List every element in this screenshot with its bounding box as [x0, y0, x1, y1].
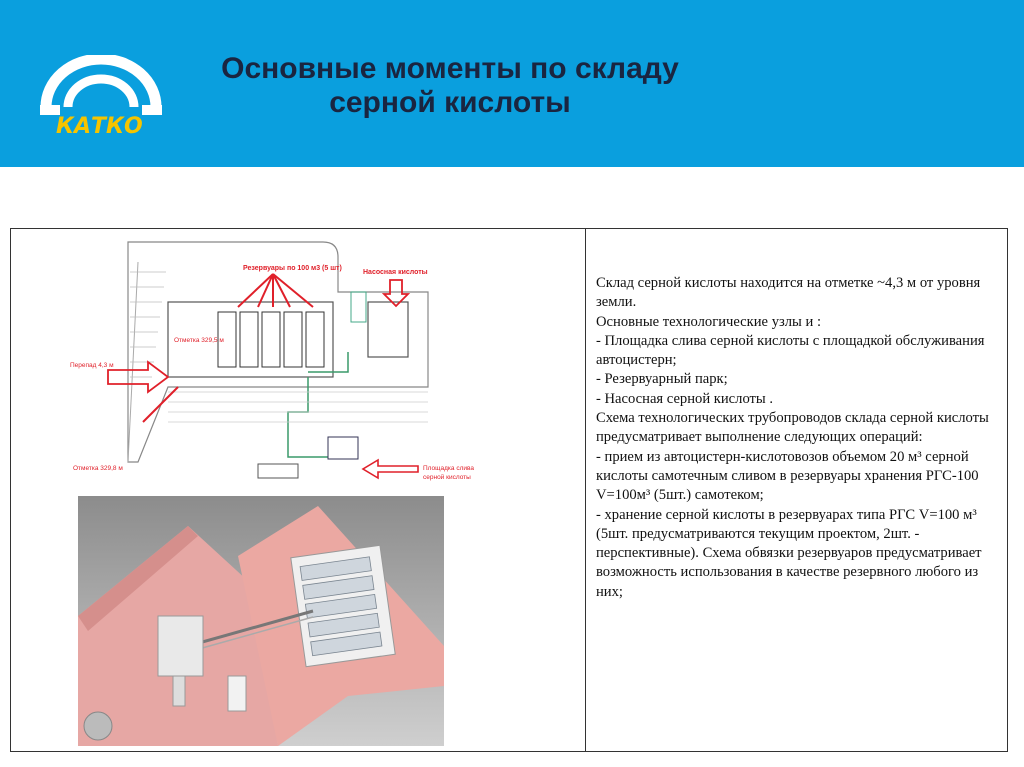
desc-line: - Резервуарный парк;: [596, 371, 728, 388]
label-pump: Насосная кислоты: [363, 269, 428, 276]
desc-line: - Насосная серной кислоты .: [596, 390, 774, 407]
desc-line: - хранение серной кислоты в резервуарах типа РГС V=100 м³ (5шт. предусматриваются текущим проектом, 2шт. - перспективные). Схема обвязки резервуаров предусматривает возможность использования в качестве резервного любого из них;: [596, 506, 982, 600]
label-unload-1: Площадка слива: [423, 465, 474, 472]
page-title: [160, 52, 740, 120]
label-unload-2: серной кислоты: [423, 474, 471, 481]
label-level-2: Отметка 329,8 м: [73, 465, 123, 472]
table-divider: [585, 228, 586, 752]
desc-line: Основные технологические узлы и :: [596, 313, 821, 330]
description-text: [596, 274, 1000, 602]
label-drop: Перепад 4,3 м: [70, 362, 114, 369]
desc-line: - Площадка слива серной кислоты с площадкой обслуживания автоцистерн;: [596, 332, 985, 369]
desc-line: Схема технологических трубопроводов склада серной кислоты предусматривает выполнение следующих операций:: [596, 410, 989, 446]
title-line-1: Основные моменты по складу: [221, 52, 679, 85]
desc-line: - прием из автоцистерн-кислотовозов объемом 20 м³ серной кислоты самотечным сливом в резервуары хранения РГС-100 V=100м³ (5шт.) самотеком;: [596, 448, 979, 504]
logo-text: КАТКО: [56, 114, 143, 139]
label-tanks: Резервуары по 100 м3 (5 шт): [243, 265, 342, 272]
label-level-1: Отметка 329,5 м: [174, 337, 224, 344]
katko-logo: [38, 55, 168, 140]
title-line-2: серной кислоты: [329, 86, 571, 119]
3d-render-image: [78, 496, 444, 746]
desc-line: Склад серной кислоты находится на отметке ~4,3 м от уровня земли.: [596, 275, 981, 311]
header-band: [0, 0, 1024, 167]
site-plan-drawing: [68, 232, 488, 494]
